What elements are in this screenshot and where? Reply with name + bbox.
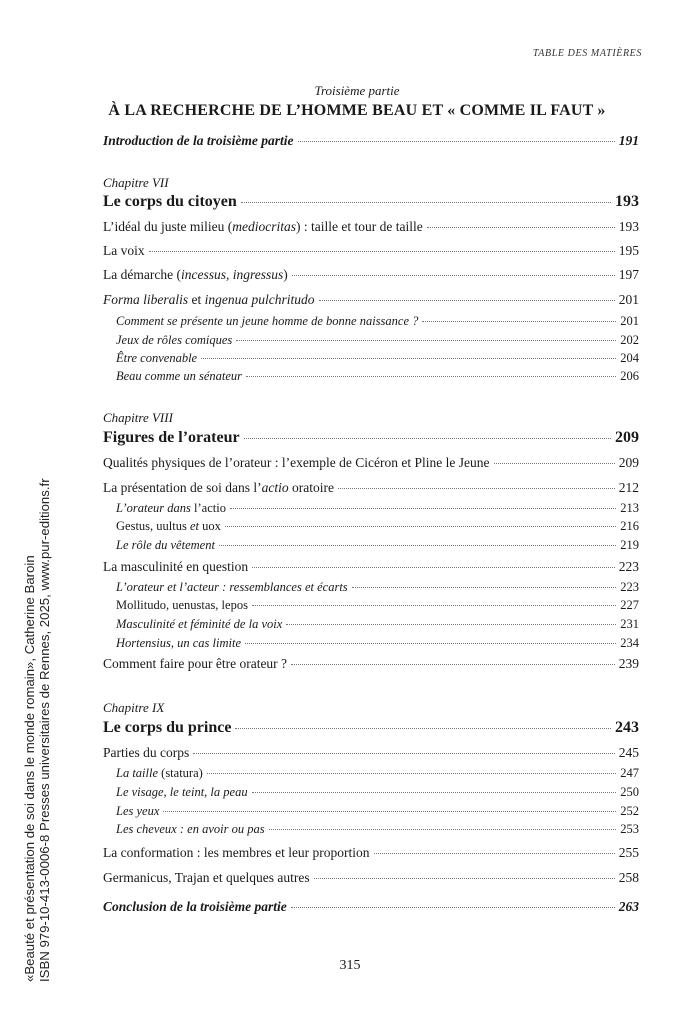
toc-entry-title: Le rôle du vêtement bbox=[116, 538, 215, 552]
dot-leader bbox=[252, 605, 616, 606]
toc-subentry[interactable] bbox=[116, 598, 639, 613]
dot-leader bbox=[298, 141, 615, 142]
toc-entry-page: 212 bbox=[618, 480, 639, 495]
toc-subentry[interactable] bbox=[116, 822, 639, 837]
toc-subentry[interactable] bbox=[116, 501, 639, 516]
toc-entry[interactable] bbox=[103, 745, 639, 761]
dot-leader bbox=[427, 227, 615, 228]
toc-entry[interactable] bbox=[103, 219, 639, 235]
toc-entry-title: Le corps du prince bbox=[103, 719, 232, 736]
toc-entry-title: La présentation de soi dans l’actio oratoire bbox=[103, 480, 334, 495]
toc-entry-page: 231 bbox=[620, 617, 639, 631]
toc-entry[interactable] bbox=[103, 267, 639, 283]
toc-subentry[interactable] bbox=[116, 804, 639, 819]
toc-entry-title: Figures de l’orateur bbox=[103, 429, 240, 446]
toc-entry-page: 255 bbox=[618, 845, 639, 860]
dot-leader bbox=[219, 545, 616, 546]
toc-entry-title: Les cheveux : en avoir ou pas bbox=[116, 822, 265, 836]
toc-entry-title: Germanicus, Trajan et quelques autres bbox=[103, 870, 310, 885]
toc-entry-page: 202 bbox=[620, 333, 639, 347]
chapter-label: Chapitre IX bbox=[103, 700, 165, 715]
toc-entry-page: 216 bbox=[620, 519, 639, 533]
toc-entry-title: Conclusion de la troisième partie bbox=[103, 899, 287, 914]
toc-entry-title: Beau comme un sénateur bbox=[116, 369, 243, 383]
dot-leader bbox=[374, 853, 615, 854]
dot-leader bbox=[244, 438, 611, 439]
dot-leader bbox=[252, 792, 617, 793]
dot-leader bbox=[201, 358, 616, 359]
dot-leader bbox=[207, 773, 616, 774]
toc-entry-title: La voix bbox=[103, 243, 145, 258]
toc-entry-introduction[interactable] bbox=[103, 133, 639, 149]
toc-subentry[interactable] bbox=[116, 636, 639, 651]
toc-entry-page: 195 bbox=[618, 243, 639, 258]
toc-subentry[interactable] bbox=[116, 519, 639, 534]
toc-entry-title: Les yeux bbox=[116, 804, 160, 818]
side-note-line-1: «Beauté et présentation de soi dans le monde romain», Catherine Baroin bbox=[22, 555, 37, 982]
toc-entry[interactable] bbox=[103, 480, 639, 496]
toc-entry-conclusion[interactable] bbox=[103, 899, 639, 915]
dot-leader bbox=[230, 508, 616, 509]
toc-entry-title: Jeux de rôles comiques bbox=[116, 333, 233, 347]
toc-subentry[interactable] bbox=[116, 766, 639, 781]
toc-entry[interactable] bbox=[103, 243, 639, 259]
toc-entry-page: 253 bbox=[620, 822, 639, 836]
toc-subentry[interactable] bbox=[116, 314, 639, 329]
dot-leader bbox=[246, 376, 616, 377]
toc-entry-page: 201 bbox=[620, 314, 639, 328]
toc-entry-title: Introduction de la troisième partie bbox=[103, 133, 294, 148]
toc-chapter-title[interactable] bbox=[103, 429, 639, 447]
toc-chapter-title[interactable] bbox=[103, 193, 639, 211]
dot-leader bbox=[291, 907, 615, 908]
toc-entry[interactable] bbox=[103, 845, 639, 861]
toc-entry-page: 204 bbox=[620, 351, 639, 365]
toc-subentry[interactable] bbox=[116, 333, 639, 348]
toc-chapter-title[interactable] bbox=[103, 719, 639, 737]
toc-entry-title: Qualités physiques de l’orateur : l’exemple de Cicéron et Pline le Jeune bbox=[103, 455, 490, 470]
dot-leader bbox=[291, 664, 615, 665]
dot-leader bbox=[163, 811, 616, 812]
part-title: À LA RECHERCHE DE L’HOMME BEAU ET « COMME IL FAUT » bbox=[108, 102, 606, 119]
dot-leader bbox=[225, 526, 616, 527]
dot-leader bbox=[494, 463, 615, 464]
toc-subentry[interactable] bbox=[116, 369, 639, 384]
dot-leader bbox=[252, 567, 615, 568]
toc-subentry[interactable] bbox=[116, 351, 639, 366]
toc-entry-page: 263 bbox=[618, 899, 639, 914]
toc-entry-page: 250 bbox=[620, 785, 639, 799]
page-number: 315 bbox=[339, 958, 361, 973]
dot-leader bbox=[319, 300, 615, 301]
toc-entry-page: 252 bbox=[620, 804, 639, 818]
toc-subentry[interactable] bbox=[116, 538, 639, 553]
toc-entry-page: 223 bbox=[618, 559, 639, 574]
toc-entry-page: 245 bbox=[618, 745, 639, 760]
dot-leader bbox=[235, 728, 611, 729]
toc-entry[interactable] bbox=[103, 455, 639, 471]
toc-entry-page: 223 bbox=[620, 580, 639, 594]
toc-entry-title: Masculinité et féminité de la voix bbox=[116, 617, 283, 631]
toc-entry-title: Le corps du citoyen bbox=[103, 193, 237, 210]
toc-entry[interactable] bbox=[103, 292, 639, 308]
toc-entry-page: 258 bbox=[618, 870, 639, 885]
toc-entry-page: 234 bbox=[620, 636, 639, 650]
toc-entry-page: 239 bbox=[618, 656, 639, 671]
toc-entry-page: 219 bbox=[620, 538, 639, 552]
dot-leader bbox=[193, 753, 615, 754]
dot-leader bbox=[338, 488, 615, 489]
dot-leader bbox=[286, 624, 616, 625]
toc-entry-title: Comment faire pour être orateur ? bbox=[103, 656, 288, 671]
toc-entry-title: Gestus, uultus et uox bbox=[116, 519, 221, 533]
toc-entry-page: 247 bbox=[620, 766, 639, 780]
toc-subentry[interactable] bbox=[116, 785, 639, 800]
chapter-label: Chapitre VIII bbox=[103, 410, 173, 425]
dot-leader bbox=[241, 202, 611, 203]
part-label: Troisième partie bbox=[314, 83, 400, 98]
toc-entry-title: L’orateur et l’acteur : ressemblances et écarts bbox=[116, 580, 348, 594]
toc-entry-title: La masculinité en question bbox=[103, 559, 249, 574]
toc-entry-page: 206 bbox=[620, 369, 639, 383]
dot-leader bbox=[314, 878, 615, 879]
toc-entry-page: 209 bbox=[615, 429, 639, 446]
toc-entry-title: Le visage, le teint, la peau bbox=[116, 785, 248, 799]
dot-leader bbox=[422, 321, 616, 322]
toc-entry-title: Être convenable bbox=[116, 351, 198, 365]
toc-entry-title: Mollitudo, uenustas, lepos bbox=[116, 598, 248, 612]
toc-entry-title: La taille (statura) bbox=[116, 766, 203, 780]
toc-entry-page: 193 bbox=[618, 219, 639, 234]
toc-entry-title: Comment se présente un jeune homme de bonne naissance ? bbox=[116, 314, 419, 328]
toc-subentry[interactable] bbox=[116, 617, 639, 632]
dot-leader bbox=[149, 251, 615, 252]
dot-leader bbox=[245, 643, 616, 644]
toc-entry-page: 213 bbox=[620, 501, 639, 515]
toc-entry-page: 227 bbox=[620, 598, 639, 612]
dot-leader bbox=[352, 587, 617, 588]
toc-entry-page: 193 bbox=[615, 193, 639, 210]
toc-entry-page: 201 bbox=[618, 292, 639, 307]
toc-entry-title: Hortensius, un cas limite bbox=[116, 636, 241, 650]
toc-entry-title: L’idéal du juste milieu (mediocritas) : taille et tour de taille bbox=[103, 219, 423, 234]
toc-entry-page: 197 bbox=[618, 267, 639, 282]
side-note-line-2: ISBN 979-10-413-0006-8 Presses universitaires de Rennes, 2025, www.pur-editions.fr bbox=[37, 478, 52, 982]
toc-entry-title: La conformation : les membres et leur proportion bbox=[103, 845, 370, 860]
toc-entry-page: 209 bbox=[618, 455, 639, 470]
toc-entry-page: 191 bbox=[618, 133, 639, 148]
toc-subentry[interactable] bbox=[116, 580, 639, 595]
toc-entry-title: Parties du corps bbox=[103, 745, 190, 760]
running-header: TABLE DES MATIÈRES bbox=[532, 48, 642, 59]
toc-entry-title: La démarche (incessus, ingressus) bbox=[103, 267, 288, 282]
toc-entry[interactable] bbox=[103, 656, 639, 672]
toc-entry[interactable] bbox=[103, 559, 639, 575]
dot-leader bbox=[236, 340, 616, 341]
toc-entry-page: 243 bbox=[615, 719, 639, 736]
chapter-label: Chapitre VII bbox=[103, 175, 169, 190]
dot-leader bbox=[269, 829, 617, 830]
toc-entry-title: L’orateur dans l’actio bbox=[116, 501, 226, 515]
toc-entry-title: Forma liberalis et ingenua pulchritudo bbox=[103, 292, 315, 307]
dot-leader bbox=[292, 275, 615, 276]
toc-entry[interactable] bbox=[103, 870, 639, 886]
side-copyright-note bbox=[22, 422, 66, 982]
